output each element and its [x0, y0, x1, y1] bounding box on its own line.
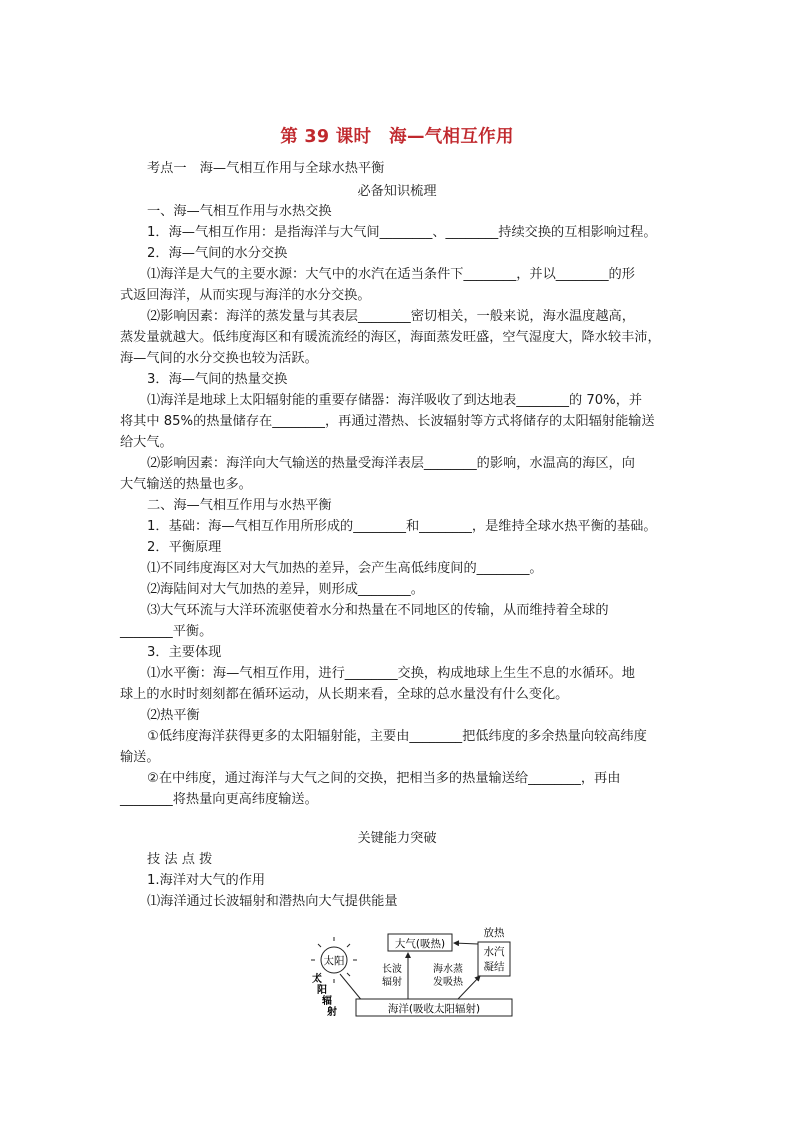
text-line: ⑴海洋通过长波辐射和潜热向大气提供能量 [147, 894, 398, 909]
page-title: 第 39 课时 海—气相互作用 [280, 127, 514, 147]
text-line: 二、海—气相互作用与水热平衡 [147, 498, 332, 513]
text-line: ________将热量向更高纬度输送。 [120, 792, 318, 807]
solar-rad-char: 太 [312, 974, 322, 985]
evaporation-label-2: 发吸热 [433, 977, 463, 988]
text-line: 蒸发量就越大。低纬度海区和有暖流流经的海区，海面蒸发旺盛，空气湿度大，降水较丰沛， [120, 330, 661, 345]
text-line: 关键能力突破 [357, 831, 437, 846]
longwave-label-1: 长波 [382, 964, 402, 975]
text-line: 3．主要体现 [147, 645, 222, 660]
text-line: 2．平衡原理 [147, 540, 222, 555]
text-line: 输送。 [120, 750, 160, 765]
text-line: 1．海—气相互作用：是指海洋与大气间________、________持续交换的互相影响过程。 [147, 225, 657, 240]
evaporation-label-1: 海水蒸 [433, 964, 463, 975]
text-line: ⑴不同纬度海区对大气加热的差异，会产生高低纬度间的________。 [147, 561, 543, 576]
ocean-atmosphere-diagram [300, 922, 520, 1022]
text-line: ________平衡。 [120, 624, 213, 639]
ocean-label: 海洋(吸收太阳辐射) [387, 1003, 481, 1015]
release-heat-arrow [454, 943, 478, 944]
text-line: 一、海—气相互作用与水热交换 [147, 204, 332, 219]
text-line: 大气输送的热量也多。 [120, 477, 252, 492]
text-line: ⑵影响因素：海洋向大气输送的热量受海洋表层________的影响，水温高的海区，向 [147, 456, 635, 471]
text-line: 技 法 点 拨 [147, 852, 213, 867]
text-line: ①低纬度海洋获得更多的太阳辐射能，主要由________把低纬度的多余热量向较高纬度 [147, 729, 647, 744]
text-line: ⑴水平衡：海—气相互作用，进行________交换，构成地球上生生不息的水循环。地 [147, 666, 635, 681]
text-line: 必备知识梳理 [357, 184, 437, 199]
solar-rad-char: 阳 [317, 985, 327, 996]
vapor-label-1: 水汽 [483, 946, 505, 958]
text-line: ⑵海陆间对大气加热的差异，则形成________。 [147, 582, 424, 597]
sun-label: 太阳 [323, 955, 345, 967]
text-line: ⑴海洋是地球上太阳辐射能的重要存储器：海洋吸收了到达地表________的 70%，并 [147, 393, 643, 408]
text-line: ②在中纬度，通过海洋与大气之间的交换，把相当多的热量输送给________，再由 [147, 771, 621, 786]
text-line: 式返回海洋，从而实现与海洋的水分交换。 [120, 288, 371, 303]
release-heat-label: 放热 [483, 927, 505, 939]
solar-rad-char: 辐 [322, 996, 332, 1007]
text-line: 海—气间的水分交换也较为活跃。 [120, 351, 318, 366]
text-line: 将其中 85%的热量储存在________，再通过潜热、长波辐射等方式将储存的太阳辐射能输送 [120, 414, 655, 429]
solar-rad-char: 射 [327, 1007, 337, 1018]
text-line: 球上的水时时刻刻都在循环运动，从长期来看，全球的总水量没有什么变化。 [120, 687, 569, 702]
atmosphere-label: 大气(吸热) [394, 938, 446, 950]
longwave-label-2: 辐射 [382, 977, 402, 988]
text-line: 2．海—气间的水分交换 [147, 246, 288, 261]
text-line: 3．海—气间的热量交换 [147, 372, 288, 387]
text-line: ⑵热平衡 [147, 708, 200, 723]
text-line: ⑵影响因素：海洋的蒸发量与其表层________密切相关，一般来说，海水温度越高， [147, 309, 635, 324]
text-line: 给大气。 [120, 435, 173, 450]
text-line: ⑶大气环流与大洋环流驱使着水分和热量在不同地区的传输，从而维持着全球的 [147, 603, 609, 618]
text-line: 1.海洋对大气的作用 [147, 873, 266, 888]
text-line: 考点一 海—气相互作用与全球水热平衡 [147, 161, 385, 176]
text-line: 1．基础：海—气相互作用所形成的________和________，是维持全球水热平衡的基础。 [147, 519, 657, 534]
vapor-label-2: 凝结 [483, 961, 505, 973]
text-line: ⑴海洋是大气的主要水源：大气中的水汽在适当条件下________，并以________的形 [147, 267, 635, 282]
solar-radiation-label [312, 972, 337, 1018]
